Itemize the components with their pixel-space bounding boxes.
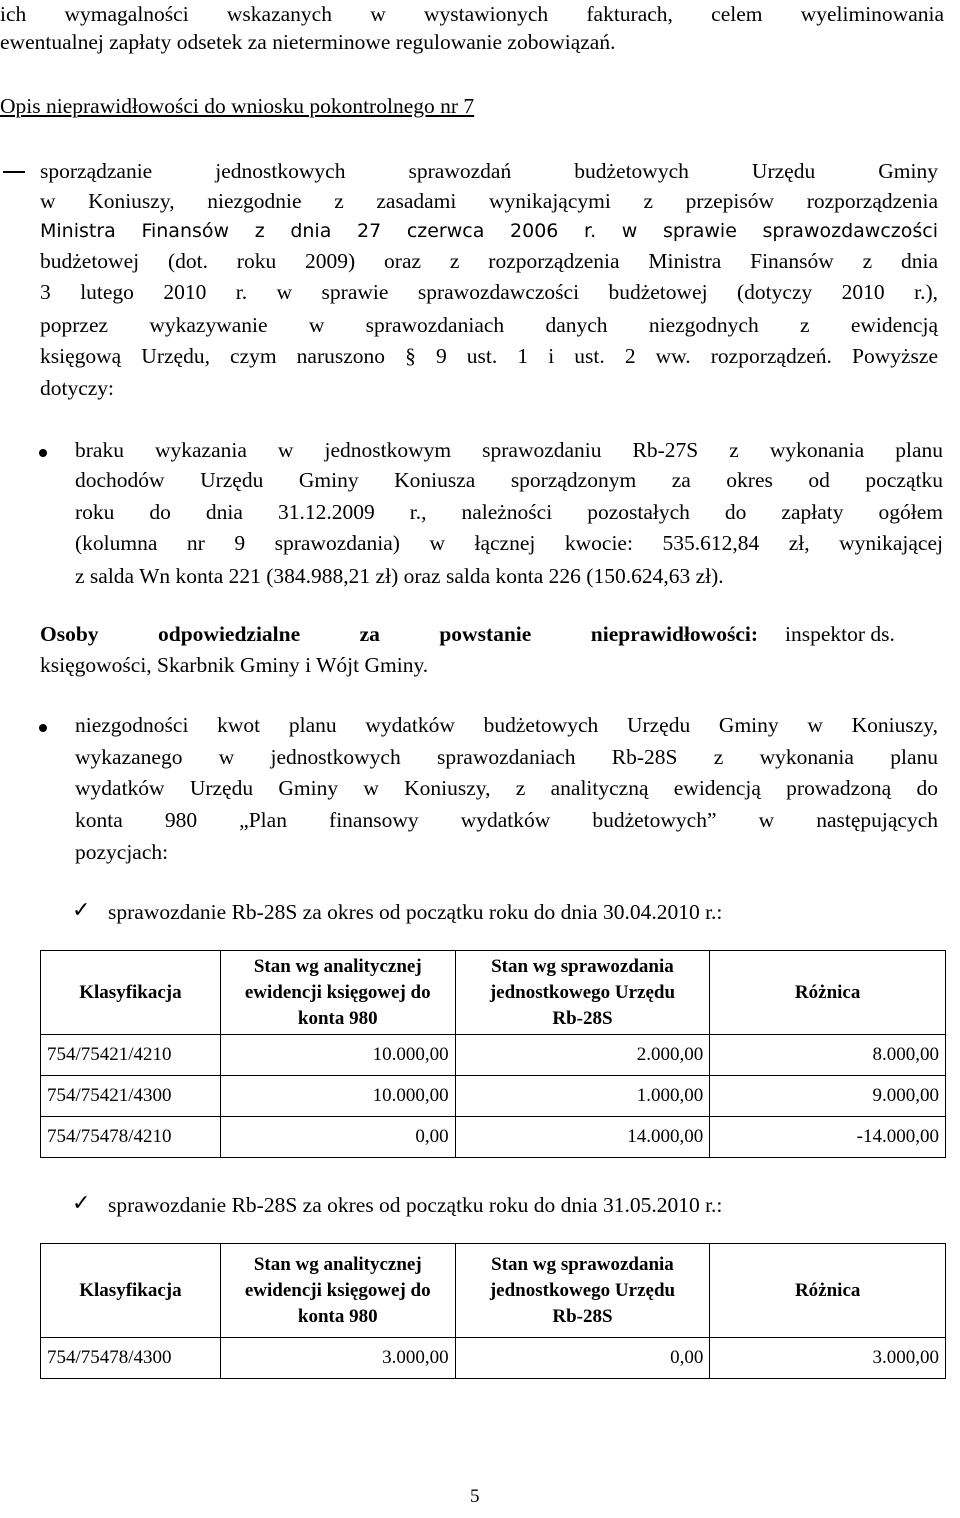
bullet1-line: roku do dnia 31.12.2009 r., należności pozostałych do zapłaty ogółem <box>75 500 943 524</box>
table-row <box>41 1338 946 1379</box>
checkmark-icon: ✓ <box>72 1190 91 1215</box>
header-klasyfikacja: Klasyfikacja <box>41 1244 221 1338</box>
cell-klasyfikacja: 754/75421/4300 <box>41 1076 221 1117</box>
header-line: Stan wg analitycznej <box>253 955 422 977</box>
bullet1-line: braku wykazania w jednostkowym sprawozdaniu Rb-27S z wykonania planu <box>75 438 943 462</box>
cell-roznica: 8.000,00 <box>710 1035 946 1076</box>
intro-line-1: ich wymagalności wskazanych w wystawionych fakturach, celem wyeliminowania <box>0 2 944 26</box>
header-line: konta 980 <box>297 1007 378 1029</box>
dash-paragraph-line: poprzez wykazywanie w sprawozdaniach danych niezgodnych z ewidencją <box>40 313 938 337</box>
bullet1-line: (kolumna nr 9 sprawozdania) w łącznej kwocie: 535.612,84 zł, wynikającej <box>75 531 943 555</box>
header-line: Stan wg sprawozdania <box>491 1253 674 1275</box>
bullet2-line: konta 980 „Plan finansowy wydatków budżetowych” w następujących <box>75 808 938 832</box>
header-stan-sprawozdania <box>455 951 710 1035</box>
cell-ewidencja: 10.000,00 <box>220 1076 455 1117</box>
header-line: konta 980 <box>297 1305 378 1327</box>
responsible-rest: inspektor ds. <box>785 622 895 646</box>
cell-ewidencja: 0,00 <box>220 1117 455 1158</box>
cell-sprawozdanie: 14.000,00 <box>455 1117 710 1158</box>
page-number: 5 <box>470 1486 480 1507</box>
intro-line-2: ewentualnej zapłaty odsetek za nieterminowe regulowanie zobowiązań. <box>0 30 616 54</box>
check-item-1: sprawozdanie Rb-28S za okres od początku roku do dnia 30.04.2010 r.: <box>108 900 723 924</box>
cell-roznica: 9.000,00 <box>710 1076 946 1117</box>
table-header-row <box>41 1244 946 1338</box>
dash-paragraph-line: księgową Urzędu, czym naruszono § 9 ust. 1 i ust. 2 ww. rozporządzeń. Powyższe <box>40 344 938 368</box>
dash-paragraph-line: 3 lutego 2010 r. w sprawie sprawozdawczości budżetowej (dotyczy 2010 r.), <box>40 280 938 304</box>
dash-paragraph-line: Ministra Finansów z dnia 27 czerwca 2006 r. w sprawie sprawozdawczości <box>40 220 938 242</box>
header-line: ewidencji księgowej do <box>244 1279 431 1301</box>
header-line: Stan wg sprawozdania <box>491 955 674 977</box>
bullet-icon <box>39 449 47 457</box>
bullet2-line: pozycjach: <box>75 840 169 864</box>
table-2 <box>40 1243 946 1379</box>
dash-icon <box>3 171 25 173</box>
cell-klasyfikacja: 754/75478/4300 <box>41 1338 221 1379</box>
responsible-label: Osoby odpowiedzialne za powstanie nieprawidłowości: <box>40 622 758 646</box>
header-line: Rb-28S <box>552 1007 613 1029</box>
header-roznica: Różnica <box>710 951 946 1035</box>
header-line: Rb-28S <box>552 1305 613 1327</box>
checkmark-icon: ✓ <box>72 897 91 922</box>
header-roznica: Różnica <box>710 1244 946 1338</box>
header-stan-ewidencji <box>220 951 455 1035</box>
bullet-icon <box>39 724 47 732</box>
header-stan-ewidencji <box>220 1244 455 1338</box>
table-header-row <box>41 951 946 1035</box>
header-line: jednostkowego Urzędu <box>489 1279 676 1301</box>
cell-ewidencja: 3.000,00 <box>220 1338 455 1379</box>
cell-roznica: 3.000,00 <box>710 1338 946 1379</box>
cell-sprawozdanie: 0,00 <box>455 1338 710 1379</box>
header-line: jednostkowego Urzędu <box>489 981 676 1003</box>
bullet2-line: wykazanego w jednostkowych sprawozdaniach Rb-28S z wykonania planu <box>75 745 938 769</box>
bullet1-line: z salda Wn konta 221 (384.988,21 zł) oraz salda konta 226 (150.624,63 zł). <box>75 564 724 588</box>
cell-klasyfikacja: 754/75421/4210 <box>41 1035 221 1076</box>
header-line: Stan wg analitycznej <box>253 1253 422 1275</box>
dash-paragraph-line: w Koniuszy, niezgodnie z zasadami wynikającymi z przepisów rozporządzenia <box>40 189 938 213</box>
cell-roznica: -14.000,00 <box>710 1117 946 1158</box>
bullet2-line: niezgodności kwot planu wydatków budżetowych Urzędu Gminy w Koniuszy, <box>75 713 938 737</box>
header-stan-sprawozdania <box>455 1244 710 1338</box>
table-row <box>41 1035 946 1076</box>
cell-klasyfikacja: 754/75478/4210 <box>41 1117 221 1158</box>
table-1 <box>40 950 946 1158</box>
section-heading: Opis nieprawidłowości do wniosku pokontrolnego nr 7 <box>0 94 475 118</box>
cell-ewidencja: 10.000,00 <box>220 1035 455 1076</box>
header-line: ewidencji księgowej do <box>244 981 431 1003</box>
cell-sprawozdanie: 2.000,00 <box>455 1035 710 1076</box>
bullet1-line: dochodów Urzędu Gminy Koniusza sporządzonym za okres od początku <box>75 468 943 492</box>
dash-paragraph-line: sporządzanie jednostkowych sprawozdań budżetowych Urzędu Gminy <box>40 159 938 183</box>
table-row <box>41 1076 946 1117</box>
check-item-2: sprawozdanie Rb-28S za okres od początku roku do dnia 31.05.2010 r.: <box>108 1193 723 1217</box>
dash-paragraph-line: budżetowej (dot. roku 2009) oraz z rozporządzenia Ministra Finansów z dnia <box>40 249 938 273</box>
dash-paragraph-line: dotyczy: <box>40 376 115 400</box>
table-row <box>41 1117 946 1158</box>
header-klasyfikacja: Klasyfikacja <box>41 951 221 1035</box>
responsible-line-2: księgowości, Skarbnik Gminy i Wójt Gminy. <box>40 653 429 677</box>
bullet2-line: wydatków Urzędu Gminy w Koniuszy, z analityczną ewidencją prowadzoną do <box>75 776 938 800</box>
cell-sprawozdanie: 1.000,00 <box>455 1076 710 1117</box>
